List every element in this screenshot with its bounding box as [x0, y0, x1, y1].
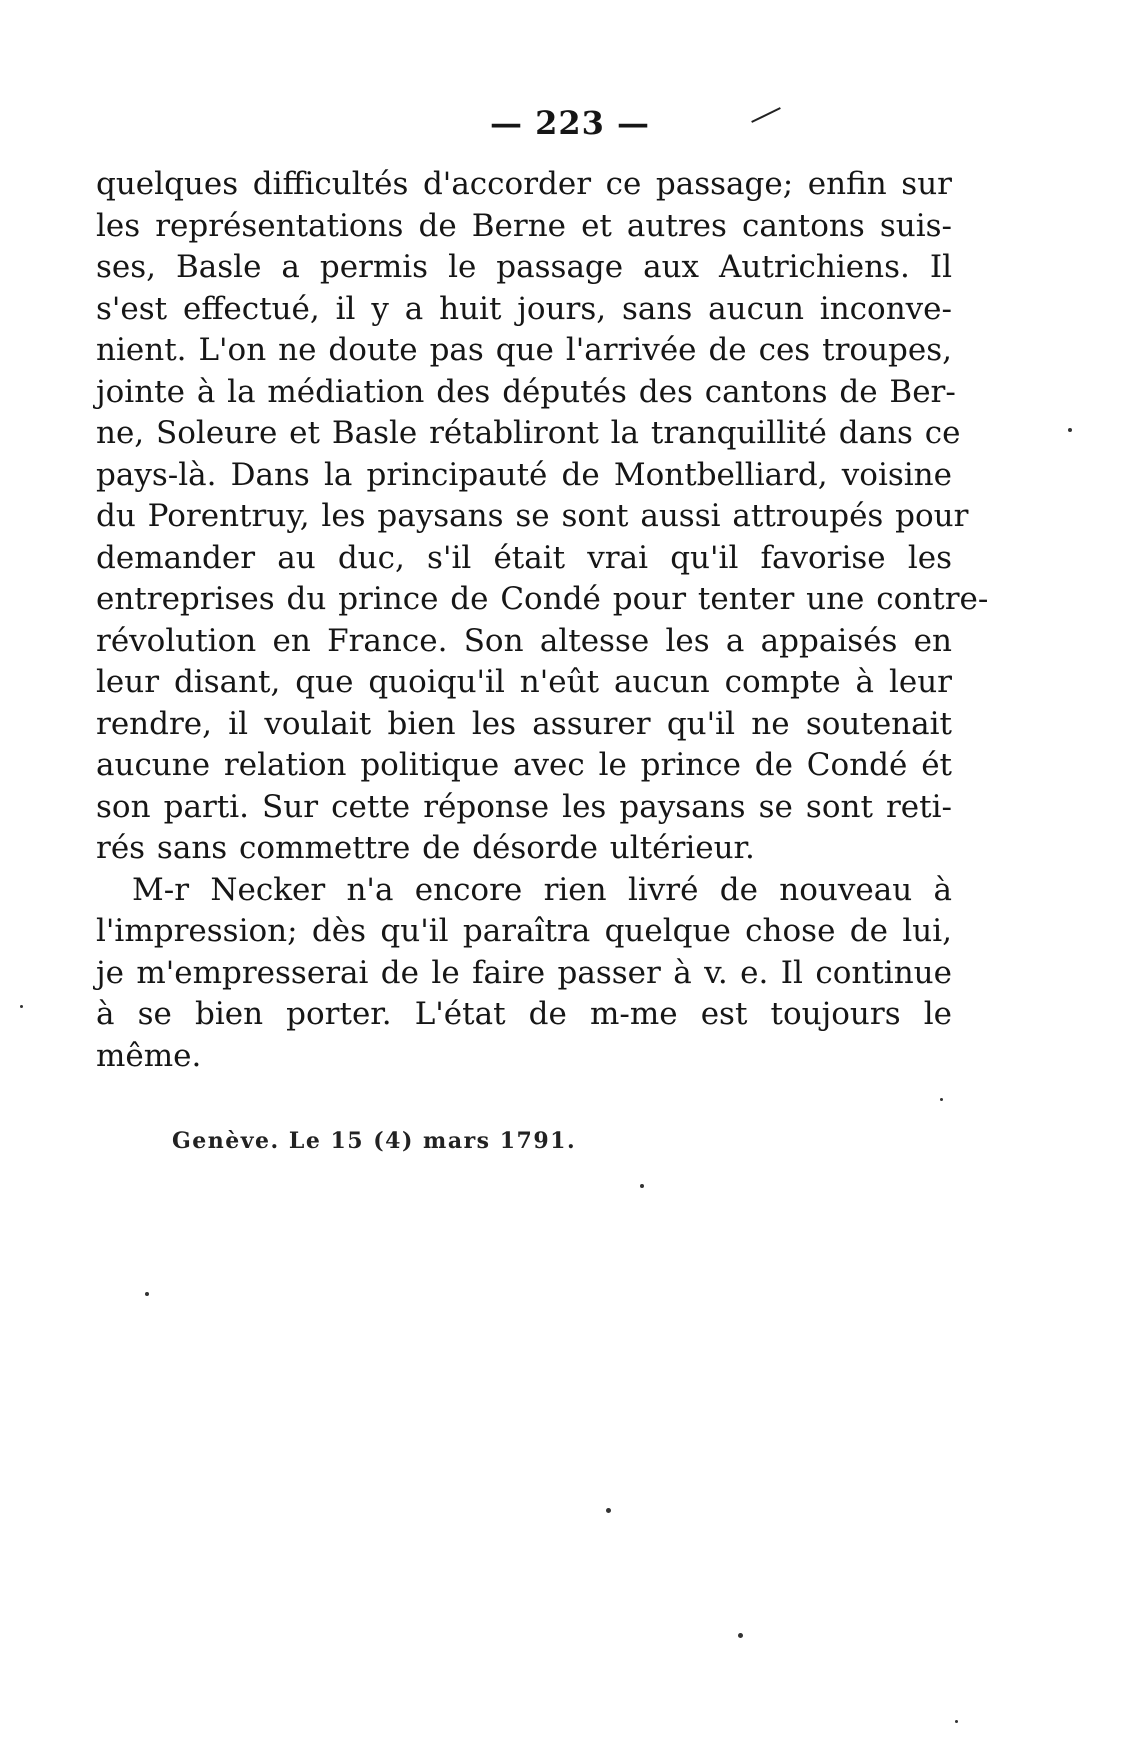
ink-speck	[738, 1633, 743, 1638]
text-line: aucune relation politique avec le prince de Condé ét	[96, 747, 952, 783]
ink-speck	[1068, 428, 1072, 432]
ink-speck	[955, 1720, 958, 1723]
ink-speck	[940, 1098, 943, 1101]
text-line: leur disant, que quoiqu'il n'eût aucun compte à leur	[96, 664, 952, 700]
paragraph-end-line: rés sans commettre de désorde ultérieur.	[96, 830, 755, 866]
text-line: je m'empresserai de le faire passer à v. e. Il continue	[96, 954, 952, 991]
ink-speck	[606, 1508, 611, 1513]
text-line: entreprises du prince de Condé pour tenter une contre-	[96, 581, 989, 617]
body-text	[96, 164, 989, 1077]
dateline: Genève. Le 15 (4) mars 1791.	[172, 1128, 577, 1154]
text-line: du Porentruy, les paysans se sont aussi attroupés pour	[96, 498, 969, 534]
text-line: demander au duc, s'il était vrai qu'il favorise les	[96, 539, 952, 576]
text-line: jointe à la médiation des députés des cantons de Ber-	[96, 373, 956, 410]
text-line: ses, Basle a permis le passage aux Autrichiens. Il	[96, 249, 952, 285]
text-line: à se bien porter. L'état de m-me est toujours le	[96, 996, 952, 1032]
text-line: nient. L'on ne doute pas que l'arrivée de ces troupes,	[96, 332, 952, 368]
paragraph-first-line: M-r Necker n'a encore rien livré de nouveau à	[132, 871, 952, 908]
text-line: ne, Soleure et Basle rétabliront la tranquillité dans ce	[96, 415, 961, 451]
page-number: — 223 —	[489, 104, 651, 142]
ink-speck	[640, 1184, 644, 1188]
text-line: les représentations de Berne et autres cantons suis-	[96, 207, 952, 244]
text-line: l'impression; dès qu'il paraîtra quelque chose de lui,	[96, 913, 952, 949]
text-line: révolution en France. Son altesse les a appaisés en	[96, 622, 952, 659]
text-line: rendre, il voulait bien les assurer qu'il ne soutenait	[96, 705, 952, 742]
paragraph-end-line: même.	[96, 1037, 202, 1074]
ink-speck	[145, 1292, 149, 1296]
text-line: pays-là. Dans la principauté de Montbelliard, voisine	[96, 456, 952, 493]
text-line: son parti. Sur cette réponse les paysans se sont reti-	[96, 788, 952, 825]
text-line: s'est effectué, il y a huit jours, sans aucun inconve-	[96, 290, 952, 327]
text-line: quelques difficultés d'accorder ce passage; enfin sur	[96, 166, 952, 202]
ink-speck	[20, 1005, 23, 1008]
